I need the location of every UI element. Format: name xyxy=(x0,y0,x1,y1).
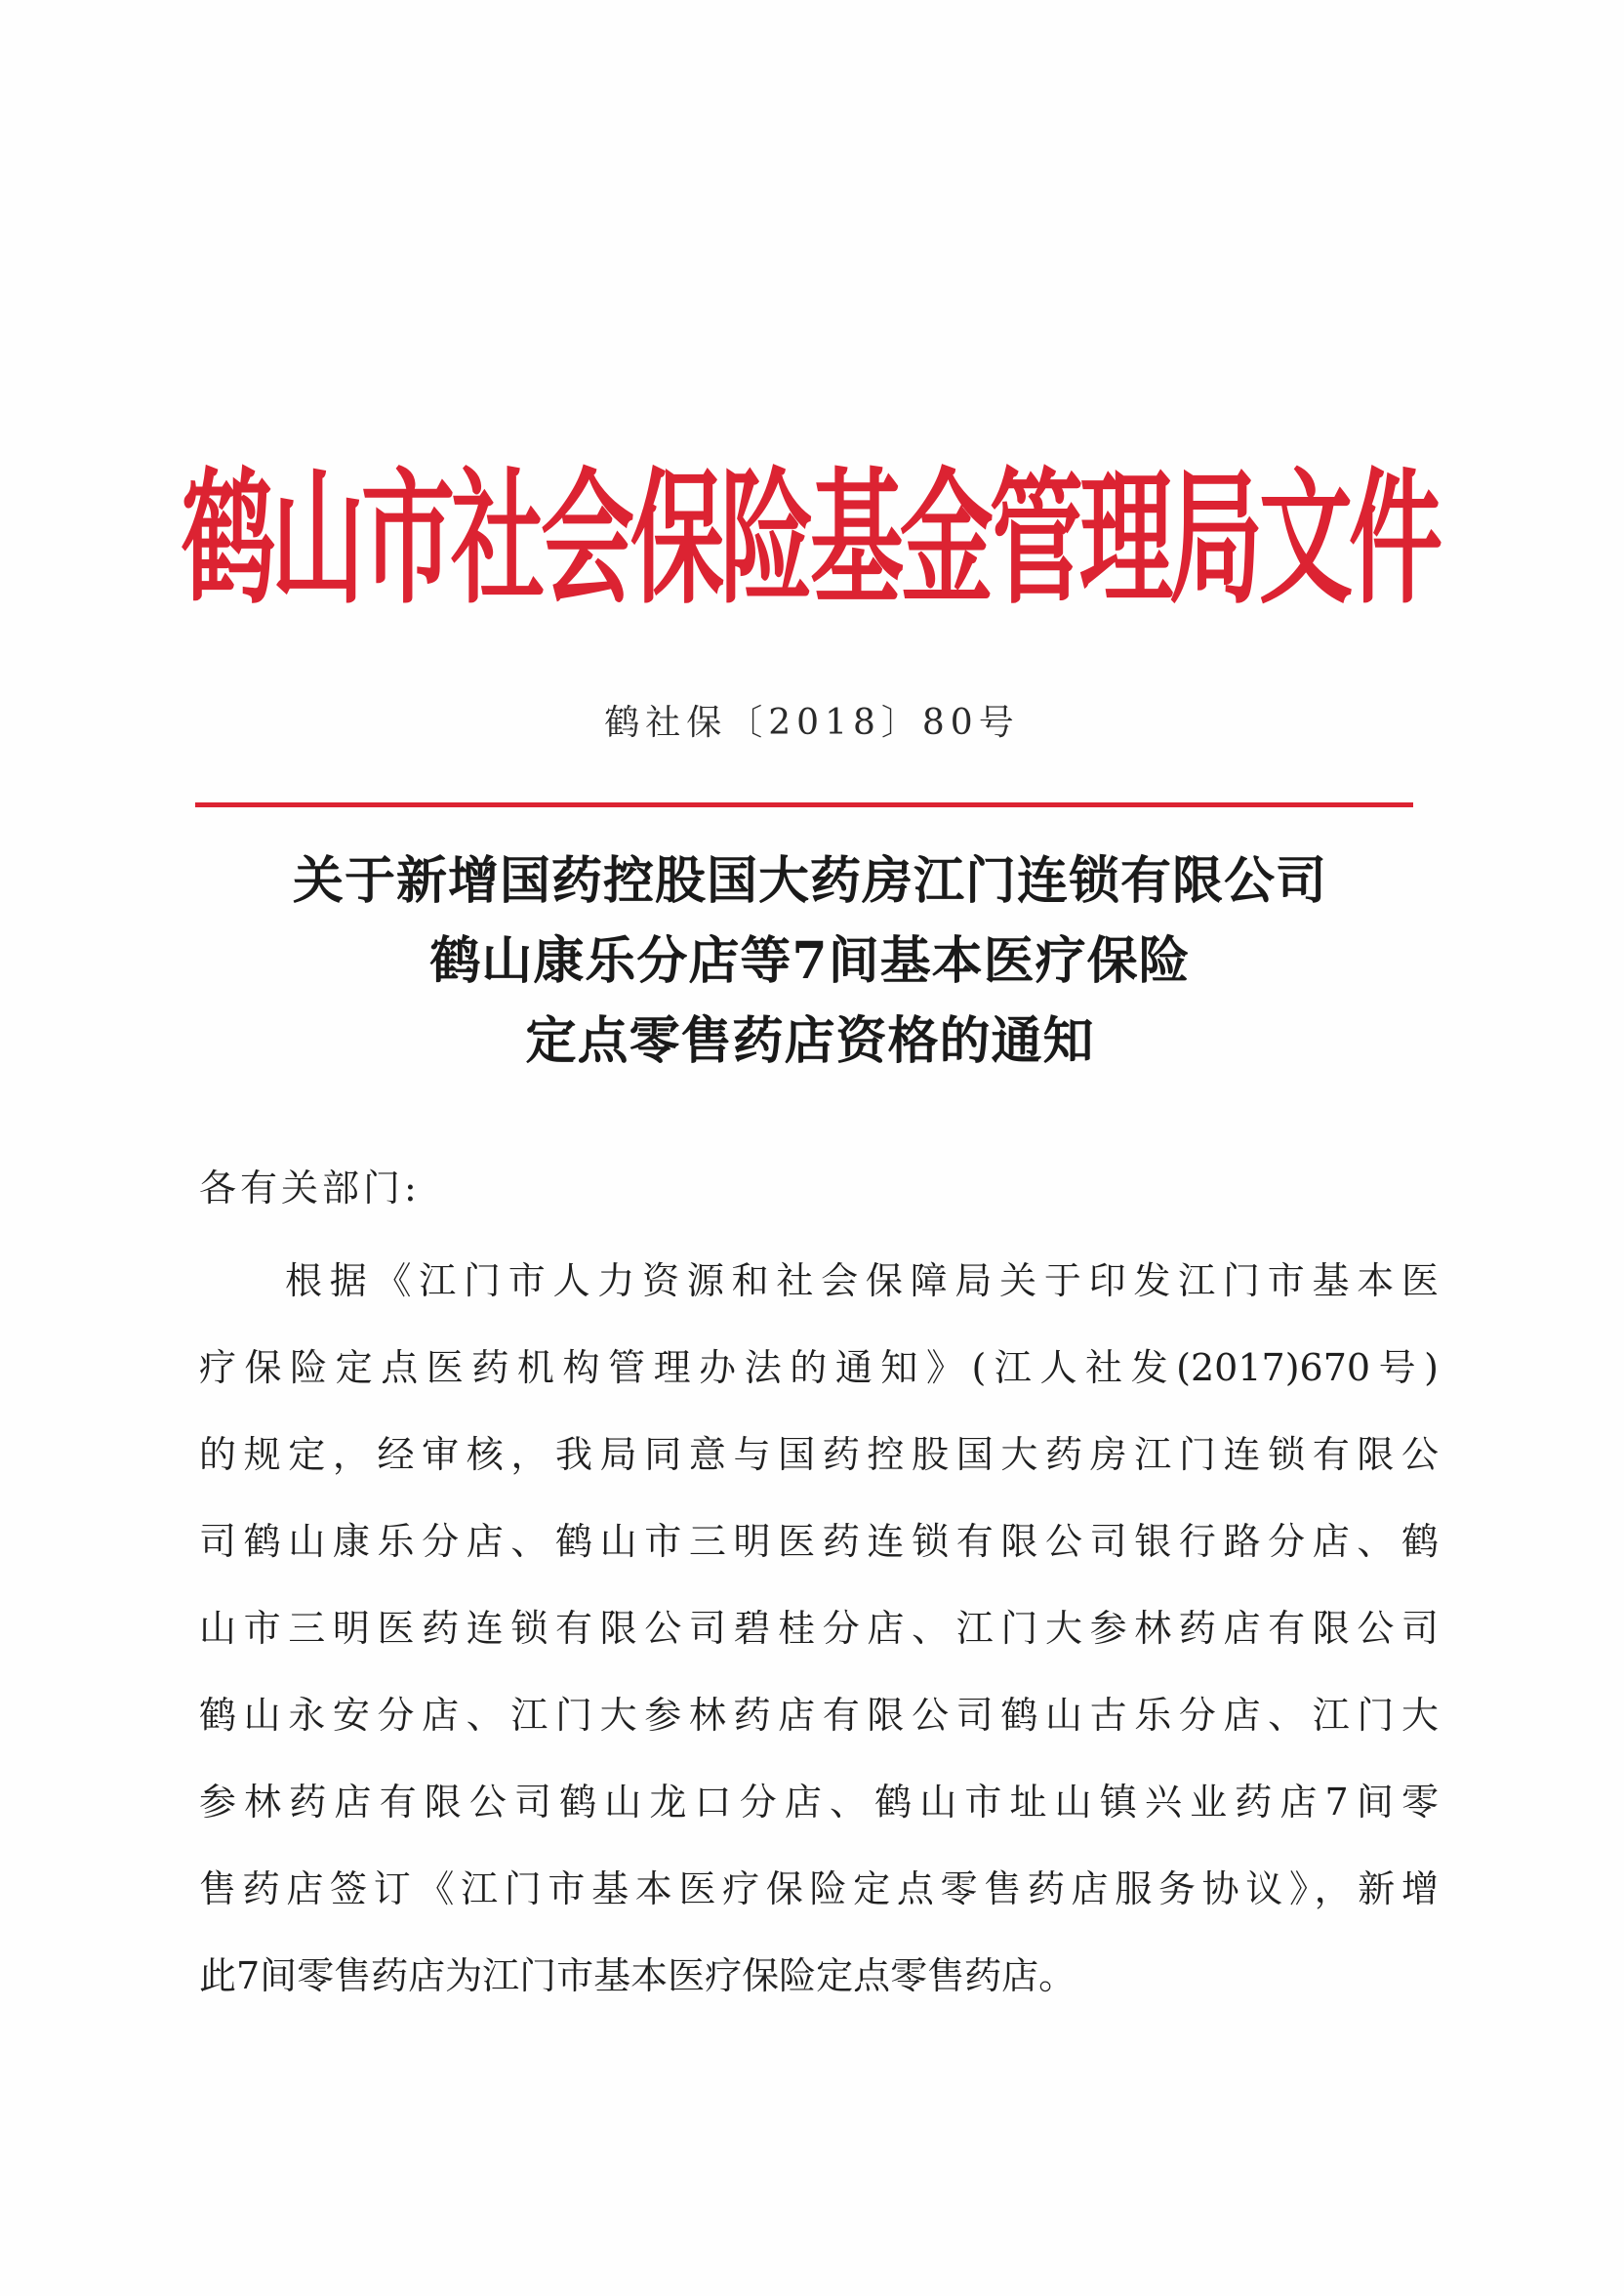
body-line-7: 参林药店有限公司鹤山龙口分店、鹤山市址山镇兴业药店7间零 xyxy=(199,1781,1439,1824)
body-paragraph xyxy=(199,1238,1439,2020)
body-line-5: 山市三明医药连锁有限公司碧桂分店、江门大参林药店有限公司 xyxy=(199,1607,1439,1650)
red-divider-rule xyxy=(195,802,1413,807)
body-line-8: 售药店签订《江门市基本医疗保险定点零售药店服务协议》，新增 xyxy=(199,1867,1439,1910)
notice-title xyxy=(156,841,1464,1082)
title-line-2: 鹤山康乐分店等7间基本医疗保险 xyxy=(429,931,1191,991)
body-line-2: 疗保险定点医药机构管理办法的通知》(江人社发(2017)670号) xyxy=(199,1346,1439,1389)
salutation: 各有关部门: xyxy=(199,1167,421,1210)
body-line-6: 鹤山永安分店、江门大参林药店有限公司鹤山古乐分店、江门大 xyxy=(199,1694,1439,1737)
masthead-title: 鹤山市社会保险基金管理局文件 xyxy=(182,453,1439,624)
title-line-1: 关于新增国药控股国大药房江门连锁有限公司 xyxy=(292,851,1327,911)
document-number: 鹤社保〔2018〕80号 xyxy=(604,703,1020,743)
body-line-3: 的规定，经审核，我局同意与国药控股国大药房江门连锁有限公 xyxy=(199,1433,1439,1476)
body-line-4: 司鹤山康乐分店、鹤山市三明医药连锁有限公司银行路分店、鹤 xyxy=(199,1520,1439,1563)
title-line-3: 定点零售药店资格的通知 xyxy=(525,1011,1095,1071)
body-line-1: 根据《江门市人力资源和社会保障局关于印发江门市基本医 xyxy=(285,1259,1439,1302)
body-line-9: 此7间零售药店为江门市基本医疗保险定点零售药店。 xyxy=(199,1954,1076,1997)
